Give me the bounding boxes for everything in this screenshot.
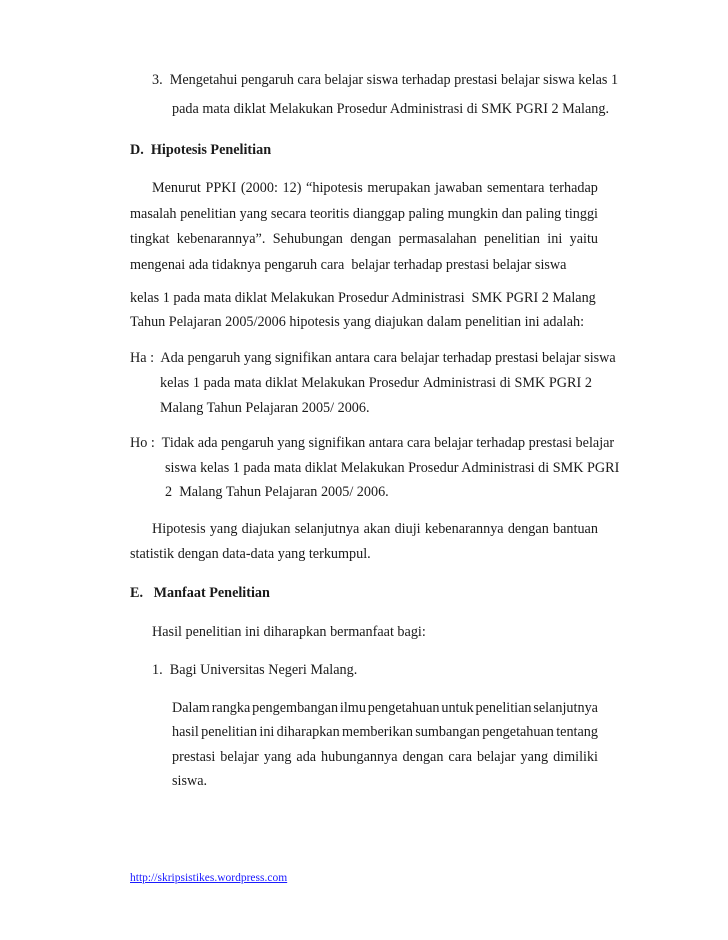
ho-line1: Ho : Tidak ada pengaruh yang signifikan antara cara belajar terhadap prestasi belajar: [130, 435, 615, 451]
hipotesis-para1-line2: masalah penelitian yang secara teoritis dianggap paling mungkin dan paling tinggi: [130, 206, 598, 222]
hipotesis-para2-line2: Tahun Pelajaran 2005/2006 hipotesis yang diajukan dalam penelitian ini adalah:: [130, 314, 585, 330]
ha-line2: kelas 1 pada mata diklat Melakukan Prosedur Administrasi di SMK PGRI 2: [160, 375, 592, 391]
ha-line1: Ha : Ada pengaruh yang signifikan antara cara belajar terhadap prestasi belajar siswa: [130, 350, 616, 366]
hipotesis-para3-line1: Hipotesis yang diajukan selanjutnya akan diuji kebenarannya dengan bantuan: [152, 521, 598, 537]
hipotesis-para3-line2: statistik dengan data-data yang terkumpul.: [130, 546, 371, 562]
manfaat-item1-line4: siswa.: [172, 773, 208, 789]
hipotesis-para1-line4: mengenai ada tidaknya pengaruh cara belajar terhadap prestasi belajar siswa: [130, 257, 567, 273]
footer-link[interactable]: http://skripsistikes.wordpress.com: [130, 872, 288, 884]
section-d-heading: D. Hipotesis Penelitian: [130, 142, 272, 158]
manfaat-intro: Hasil penelitian ini diharapkan bermanfaat bagi:: [152, 624, 426, 640]
manfaat-item1-line2: hasil penelitian ini diharapkan memberikan sumbangan pengetahuan tentang: [172, 724, 598, 740]
list-item-3-line2: pada mata diklat Melakukan Prosedur Administrasi di SMK PGRI 2 Malang.: [172, 101, 609, 117]
hipotesis-para1-line3: tingkat kebenarannya”. Sehubungan dengan permasalahan penelitian ini yaitu: [130, 231, 598, 247]
ho-line2: siswa kelas 1 pada mata diklat Melakukan Prosedur Administrasi di SMK PGRI: [165, 460, 620, 476]
hipotesis-para1-line1: Menurut PPKI (2000: 12) “hipotesis merupakan jawaban sementara terhadap: [152, 180, 598, 196]
list-item-3-line1: 3. Mengetahui pengaruh cara belajar siswa terhadap prestasi belajar siswa kelas 1: [152, 72, 619, 88]
hipotesis-para2-line1: kelas 1 pada mata diklat Melakukan Prosedur Administrasi SMK PGRI 2 Malang: [130, 290, 596, 306]
ha-line3: Malang Tahun Pelajaran 2005/ 2006.: [160, 400, 370, 416]
ho-line3: 2 Malang Tahun Pelajaran 2005/ 2006.: [165, 484, 389, 500]
manfaat-item1-label: 1. Bagi Universitas Negeri Malang.: [152, 662, 358, 678]
section-e-heading: E. Manfaat Penelitian: [130, 585, 270, 601]
manfaat-item1-line3: prestasi belajar yang ada hubungannya dengan cara belajar yang dimiliki: [172, 749, 598, 765]
manfaat-item1-line1: Dalam rangka pengembangan ilmu pengetahuan untuk penelitian selanjutnya: [172, 700, 598, 716]
